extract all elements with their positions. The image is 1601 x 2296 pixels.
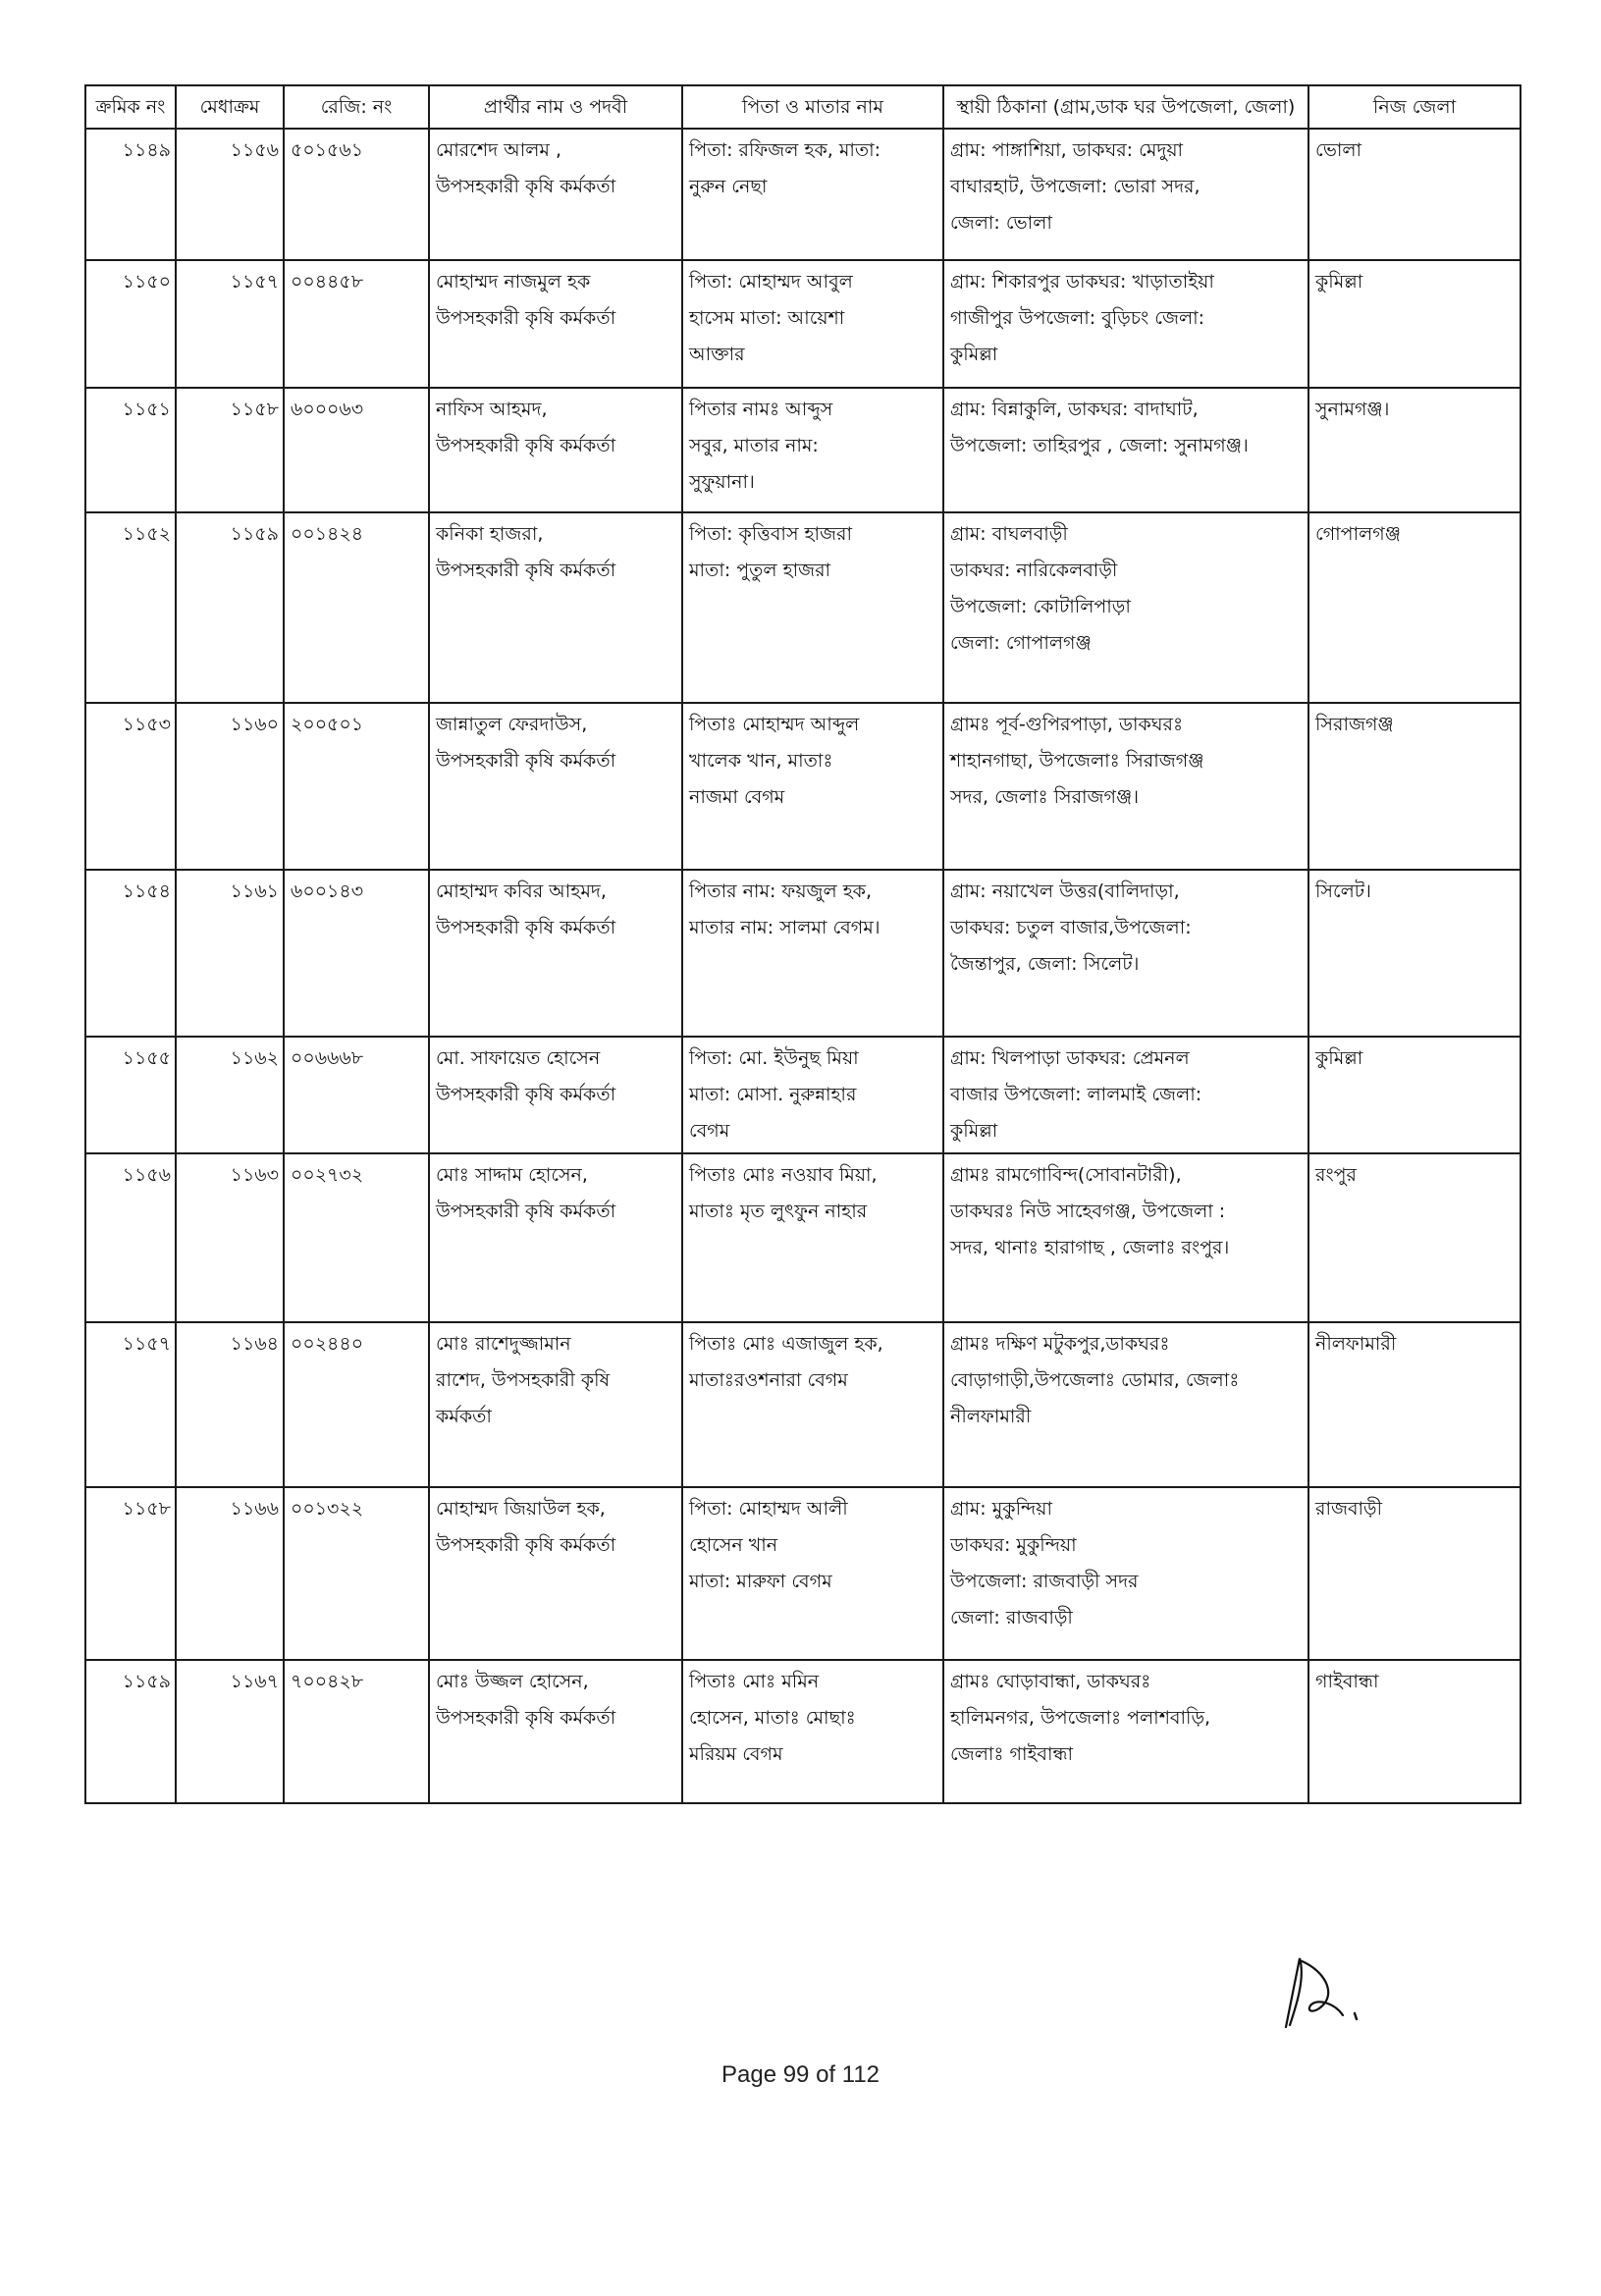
name-designation-cell-line: মোঃ উজ্জল হোসেন, — [436, 1671, 589, 1692]
merit-cell: ১১৬৭ — [176, 1660, 284, 1803]
address-cell-line: জেলা: ভোলা — [950, 212, 1052, 234]
parents-cell-line: নাজমা বেগম — [689, 786, 785, 808]
parents-cell-line: পিতাঃ মোঃ নওয়াব মিয়া, — [689, 1164, 878, 1186]
name-designation-cell — [429, 1660, 682, 1803]
merit-cell: ১১৫৯ — [176, 512, 284, 703]
registration-cell: ২০০৫০১ — [284, 703, 429, 870]
address-cell-line: বোড়াগাড়ী,উপজেলাঃ ডোমার, জেলাঃ — [950, 1369, 1240, 1391]
table-row — [85, 1487, 1521, 1660]
name-designation-cell-line: উপসহকারী কৃষি কর্মকর্তা — [436, 917, 616, 938]
address-cell-line: গ্রাম: বাঘলবাড়ী — [950, 523, 1068, 545]
parents-cell-line: মাতার নাম: সালমা বেগম। — [689, 917, 881, 938]
name-designation-cell-line: জান্নাতুল ফেরদাউস, — [436, 714, 588, 735]
parents-cell-line: মরিয়ম বেগম — [689, 1743, 783, 1765]
parents-cell-line: আক্তার — [689, 344, 745, 365]
name-designation-cell-line: উপসহকারী কৃষি কর্মকর্তা — [436, 1201, 616, 1222]
parents-cell — [682, 1660, 943, 1803]
merit-cell: ১১৬০ — [176, 703, 284, 870]
table-row — [85, 260, 1521, 388]
home-district-cell: গাইবান্ধা — [1308, 1660, 1521, 1803]
address-cell-line: জেলা: রাজবাড়ী — [950, 1607, 1073, 1629]
parents-cell — [682, 388, 943, 512]
name-designation-cell-line: কনিকা হাজরা, — [436, 523, 544, 545]
address-cell-line: ডাকঘর: নারিকেলবাড়ী — [950, 560, 1118, 581]
address-cell — [943, 1322, 1308, 1487]
name-designation-cell — [429, 388, 682, 512]
serial-cell: ১১৫২ — [85, 512, 176, 703]
name-designation-cell — [429, 512, 682, 703]
merit-cell: ১১৬২ — [176, 1037, 284, 1153]
address-cell-line: গ্রামঃ ঘোড়াবান্ধা, ডাকঘরঃ — [950, 1671, 1151, 1692]
address-cell — [943, 703, 1308, 870]
address-cell — [943, 260, 1308, 388]
table-row — [85, 1037, 1521, 1153]
parents-cell-line: পিতা: রফিজল হক, মাতা: — [689, 139, 881, 161]
parents-cell — [682, 1037, 943, 1153]
name-designation-cell — [429, 129, 682, 260]
header-parents: পিতা ও মাতার নাম — [682, 85, 943, 129]
parents-cell-line: পিতা: কৃত্তিবাস হাজরা — [689, 523, 852, 545]
address-cell-line: হালিমনগর, উপজেলাঃ পলাশবাড়ি, — [950, 1707, 1211, 1729]
address-cell-line: সদর, জেলাঃ সিরাজগঞ্জ। — [950, 786, 1140, 808]
parents-cell-line: হোসেন খান — [689, 1534, 778, 1556]
address-cell-line: গ্রাম: নয়াখেল উত্তর(বালিদাড়া, — [950, 881, 1180, 902]
registration-cell: ০০৬৬৬৮ — [284, 1037, 429, 1153]
registration-cell: ০০২৭৩২ — [284, 1153, 429, 1322]
parents-cell-line: মাতাঃ মৃত লুৎফুন নাহার — [689, 1201, 868, 1222]
parents-cell — [682, 129, 943, 260]
parents-cell — [682, 703, 943, 870]
address-cell-line: উপজেলা: তাহিরপুর , জেলা: সুনামগঞ্জ। — [950, 435, 1249, 456]
address-cell — [943, 1487, 1308, 1660]
parents-cell-line: মাতা: মোসা. নুরুন্নাহার — [689, 1084, 857, 1105]
signature-mark — [1266, 1949, 1384, 2037]
home-district-cell: রংপুর — [1308, 1153, 1521, 1322]
address-cell-line: গ্রামঃ দক্ষিণ মটুকপুর,ডাকঘরঃ — [950, 1333, 1170, 1355]
table-row — [85, 388, 1521, 512]
serial-cell: ১১৫৯ — [85, 1660, 176, 1803]
address-cell-line: গাজীপুর উপজেলা: বুড়িচং জেলা: — [950, 307, 1205, 329]
address-cell-line: কুমিল্লা — [950, 1120, 998, 1142]
address-cell-line: সদর, থানাঃ হারাগাছ , জেলাঃ রংপুর। — [950, 1237, 1230, 1258]
name-designation-cell-line: উপসহকারী কৃষি কর্মকর্তা — [436, 560, 616, 581]
home-district-cell: গোপালগঞ্জ — [1308, 512, 1521, 703]
address-cell-line: গ্রাম: শিকারপুর ডাকঘর: খাড়াতাইয়া — [950, 271, 1214, 293]
name-designation-cell-line: উপসহকারী কৃষি কর্মকর্তা — [436, 307, 616, 329]
serial-cell: ১১৫৬ — [85, 1153, 176, 1322]
home-district-cell: সুনামগঞ্জ। — [1308, 388, 1521, 512]
name-designation-cell-line: উপসহকারী কৃষি কর্মকর্তা — [436, 1084, 616, 1105]
parents-cell-line: পিতাঃ মোঃ মমিন — [689, 1671, 820, 1692]
merit-cell: ১১৫৬ — [176, 129, 284, 260]
parents-cell — [682, 1322, 943, 1487]
parents-cell-line: পিতা: মো. ইউনুছ মিয়া — [689, 1047, 859, 1069]
address-cell-line: গ্রামঃ পূর্ব-গুপিরপাড়া, ডাকঘরঃ — [950, 714, 1184, 735]
name-designation-cell-line: মোঃ সাদ্দাম হোসেন, — [436, 1164, 588, 1186]
candidate-table — [84, 84, 1521, 1804]
table-header-row — [85, 85, 1521, 129]
serial-cell: ১১৫৭ — [85, 1322, 176, 1487]
serial-cell: ১১৫৮ — [85, 1487, 176, 1660]
address-cell-line: শাহানগাছা, উপজেলাঃ সিরাজগঞ্জ — [950, 750, 1204, 772]
parents-cell — [682, 870, 943, 1037]
parents-cell-line: হোসেন, মাতাঃ মোছাঃ — [689, 1707, 856, 1729]
address-cell-line: জেলাঃ গাইবান্ধা — [950, 1743, 1074, 1765]
address-cell — [943, 1153, 1308, 1322]
parents-cell-line: খালেক খান, মাতাঃ — [689, 750, 833, 772]
address-cell-line: জৈন্তাপুর, জেলা: সিলেট। — [950, 953, 1140, 975]
table-row — [85, 512, 1521, 703]
address-cell-line: ডাকঘরঃ নিউ সাহেবগঞ্জ, উপজেলা : — [950, 1201, 1226, 1222]
header-name-designation: প্রার্থীর নাম ও পদবী — [429, 85, 682, 129]
serial-cell: ১১৫০ — [85, 260, 176, 388]
name-designation-cell — [429, 1037, 682, 1153]
header-registration: রেজি: নং — [284, 85, 429, 129]
name-designation-cell-line: মোহাম্মদ কবির আহমদ, — [436, 881, 607, 902]
address-cell-line: গ্রাম: মুকুন্দিয়া — [950, 1498, 1052, 1520]
parents-cell — [682, 1487, 943, 1660]
registration-cell: ০০১৩২২ — [284, 1487, 429, 1660]
name-designation-cell-line: মো. সাফায়েত হোসেন — [436, 1047, 601, 1069]
address-cell-line: উপজেলা: কোটালিপাড়া — [950, 596, 1131, 617]
name-designation-cell — [429, 260, 682, 388]
merit-cell: ১১৬৬ — [176, 1487, 284, 1660]
merit-cell: ১১৬৩ — [176, 1153, 284, 1322]
table-row — [85, 129, 1521, 260]
address-cell-line: জেলা: গোপালগঞ্জ — [950, 632, 1092, 654]
parents-cell-line: বেগম — [689, 1120, 730, 1142]
merit-cell: ১১৬১ — [176, 870, 284, 1037]
table-row — [85, 1660, 1521, 1803]
address-cell — [943, 129, 1308, 260]
registration-cell: ৬০০১৪৩ — [284, 870, 429, 1037]
registration-cell: ৬০০০৬৩ — [284, 388, 429, 512]
parents-cell-line: মাতাঃরওশনারা বেগম — [689, 1369, 848, 1391]
parents-cell — [682, 512, 943, 703]
address-cell-line: নীলফামারী — [950, 1406, 1032, 1427]
address-cell-line: গ্রামঃ রামগোবিন্দ(সোবানটারী), — [950, 1164, 1182, 1186]
parents-cell-line: পিতা: মোহাম্মদ আবুল — [689, 271, 853, 293]
name-designation-cell — [429, 1487, 682, 1660]
parents-cell-line: পিতাঃ মোঃ এজাজুল হক, — [689, 1333, 883, 1355]
parents-cell-line: নুরুন নেছা — [689, 176, 768, 197]
registration-cell: ৭০০৪২৮ — [284, 1660, 429, 1803]
name-designation-cell-line: মোহাম্মদ জিয়াউল হক, — [436, 1498, 606, 1520]
name-designation-cell-line: মোঃ রাশেদুজ্জামান — [436, 1333, 571, 1355]
name-designation-cell-line: উপসহকারী কৃষি কর্মকর্তা — [436, 1707, 616, 1729]
serial-cell: ১১৫৪ — [85, 870, 176, 1037]
parents-cell-line: পিতার নাম: ফয়জুল হক, — [689, 881, 873, 902]
home-district-cell: সিলেট। — [1308, 870, 1521, 1037]
merit-cell: ১১৬৪ — [176, 1322, 284, 1487]
header-address: স্থায়ী ঠিকানা (গ্রাম,ডাক ঘর উপজেলা, জেলা) — [943, 85, 1308, 129]
home-district-cell: সিরাজগঞ্জ — [1308, 703, 1521, 870]
home-district-cell: কুমিল্লা — [1308, 1037, 1521, 1153]
home-district-cell: কুমিল্লা — [1308, 260, 1521, 388]
address-cell — [943, 1037, 1308, 1153]
registration-cell: ০০১৪২৪ — [284, 512, 429, 703]
registration-cell: ০০২৪৪০ — [284, 1322, 429, 1487]
header-home-district: নিজ জেলা — [1308, 85, 1521, 129]
parents-cell-line: পিতা: মোহাম্মদ আলী — [689, 1498, 848, 1520]
home-district-cell: নীলফামারী — [1308, 1322, 1521, 1487]
page-footer: Page 99 of 112 — [720, 2061, 881, 2088]
registration-cell: ৫০১৫৬১ — [284, 129, 429, 260]
name-designation-cell-line: উপসহকারী কৃষি কর্মকর্তা — [436, 1534, 616, 1556]
name-designation-cell-line: মোরশেদ আলম , — [436, 139, 562, 161]
parents-cell — [682, 260, 943, 388]
name-designation-cell-line: নাফিস আহমদ, — [436, 399, 548, 420]
header-serial: ক্রমিক নং — [85, 85, 176, 129]
name-designation-cell — [429, 1322, 682, 1487]
address-cell-line: গ্রাম: পাঙ্গাশিয়া, ডাকঘর: মেদুয়া — [950, 139, 1184, 161]
table-row — [85, 870, 1521, 1037]
address-cell-line: গ্রাম: বিন্নাকুলি, ডাকঘর: বাদাঘাট, — [950, 399, 1199, 420]
parents-cell — [682, 1153, 943, 1322]
parents-cell-line: সবুর, মাতার নাম: — [689, 435, 819, 456]
address-cell — [943, 512, 1308, 703]
name-designation-cell-line: উপসহকারী কৃষি কর্মকর্তা — [436, 750, 616, 772]
parents-cell-line: পিতার নামঃ আব্দুস — [689, 399, 833, 420]
parents-cell-line: সুফুয়ানা। — [689, 471, 755, 493]
table-body — [85, 129, 1521, 1803]
address-cell-line: উপজেলা: রাজবাড়ী সদর — [950, 1571, 1139, 1592]
address-cell — [943, 388, 1308, 512]
serial-cell: ১১৫১ — [85, 388, 176, 512]
address-cell-line: বাঘারহাট, উপজেলা: ভোরা সদর, — [950, 176, 1201, 197]
name-designation-cell-line: মোহাম্মদ নাজমুল হক — [436, 271, 591, 293]
table-row — [85, 703, 1521, 870]
table-row — [85, 1153, 1521, 1322]
serial-cell: ১১৫৩ — [85, 703, 176, 870]
header-merit: মেধাক্রম — [176, 85, 284, 129]
address-cell-line: কুমিল্লা — [950, 344, 998, 365]
home-district-cell: ভোলা — [1308, 129, 1521, 260]
name-designation-cell-line: রাশেদ, উপসহকারী কৃষি — [436, 1369, 611, 1391]
merit-cell: ১১৫৮ — [176, 388, 284, 512]
name-designation-cell-line: উপসহকারী কৃষি কর্মকর্তা — [436, 176, 616, 197]
table-row — [85, 1322, 1521, 1487]
serial-cell: ১১৫৫ — [85, 1037, 176, 1153]
name-designation-cell — [429, 870, 682, 1037]
name-designation-cell — [429, 1153, 682, 1322]
serial-cell: ১১৪৯ — [85, 129, 176, 260]
parents-cell-line: মাতা: পুতুল হাজরা — [689, 560, 831, 581]
address-cell — [943, 1660, 1308, 1803]
address-cell — [943, 870, 1308, 1037]
address-cell-line: ডাকঘর: মুকুন্দিয়া — [950, 1534, 1077, 1556]
home-district-cell: রাজবাড়ী — [1308, 1487, 1521, 1660]
name-designation-cell-line: উপসহকারী কৃষি কর্মকর্তা — [436, 435, 616, 456]
parents-cell-line: পিতাঃ মোহাম্মদ আব্দুল — [689, 714, 860, 735]
registration-cell: ০০৪৪৫৮ — [284, 260, 429, 388]
parents-cell-line: মাতা: মারুফা বেগম — [689, 1571, 832, 1592]
parents-cell-line: হাসেম মাতা: আয়েশা — [689, 307, 845, 329]
address-cell-line: ডাকঘর: চতুল বাজার,উপজেলা: — [950, 917, 1192, 938]
merit-cell: ১১৫৭ — [176, 260, 284, 388]
address-cell-line: গ্রাম: খিলপাড়া ডাকঘর: প্রেমনল — [950, 1047, 1190, 1069]
name-designation-cell — [429, 703, 682, 870]
name-designation-cell-line: কর্মকর্তা — [436, 1406, 492, 1427]
address-cell-line: বাজার উপজেলা: লালমাই জেলা: — [950, 1084, 1202, 1105]
